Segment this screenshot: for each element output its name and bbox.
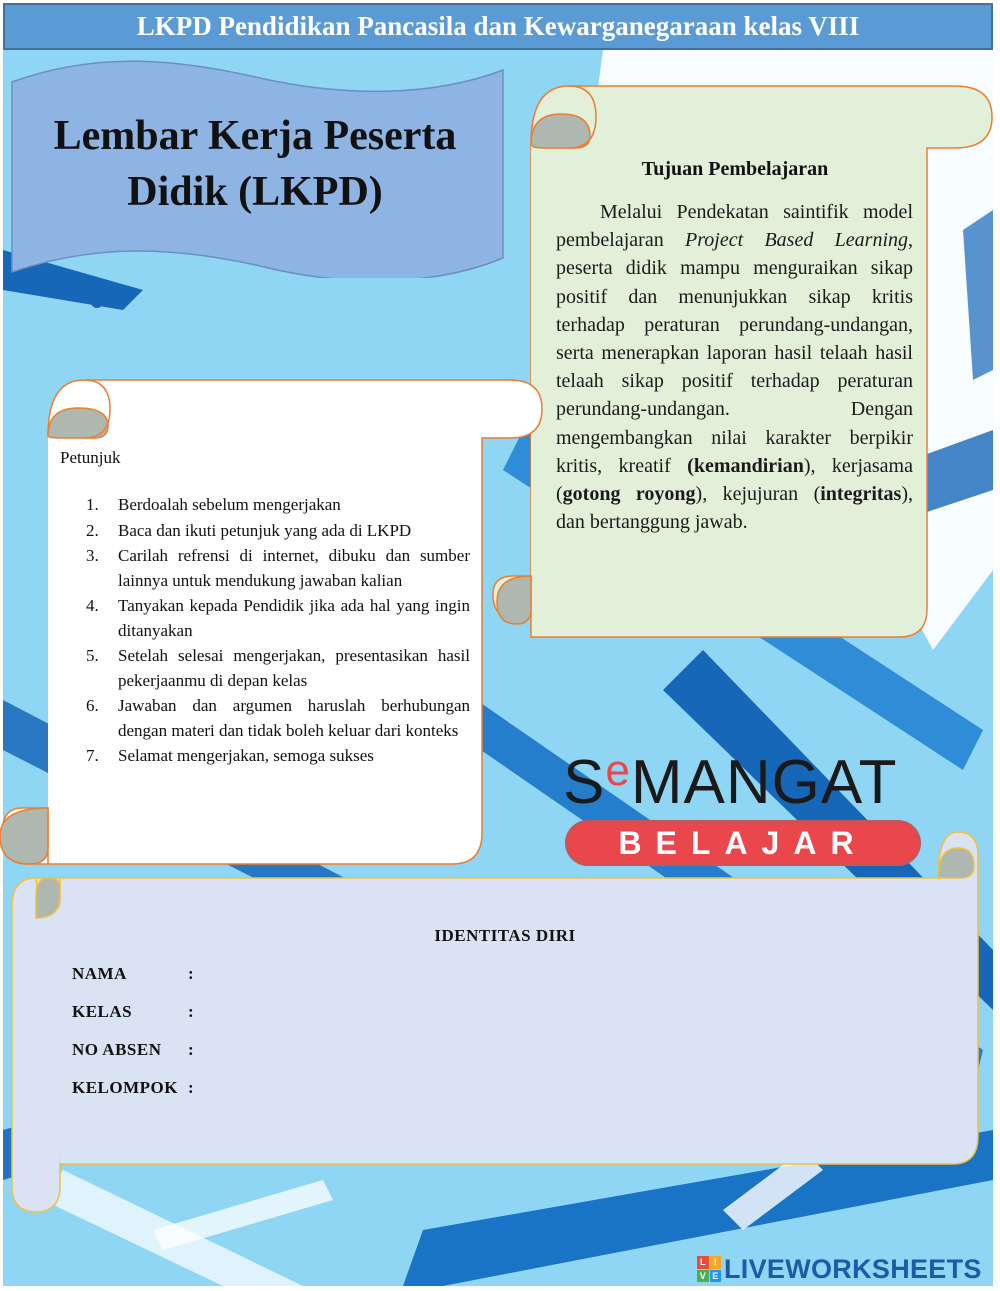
list-item-text: Carilah refrensi di internet, dibuku dan sumber lainnya untuk mendukung jawaban kalian — [118, 546, 470, 590]
tujuan-text-bold-2: gotong royong — [562, 483, 696, 506]
belajar-text: BELAJAR — [618, 824, 868, 861]
list-item — [86, 594, 470, 643]
semangat-letter-e: e — [605, 746, 631, 795]
liveworksheets-logo-icon — [697, 1256, 721, 1282]
field-label: KELOMPOK — [72, 1078, 178, 1097]
identitas-row-nama — [72, 964, 372, 990]
field-colon: : — [188, 964, 195, 983]
list-item — [86, 744, 470, 769]
list-item-number: 4. — [86, 596, 99, 615]
worksheet-title-line-1: Lembar Kerja Peserta — [53, 113, 457, 159]
list-item — [86, 493, 470, 518]
field-label: KELAS — [72, 1002, 133, 1021]
list-item-number: 6. — [86, 696, 99, 715]
worksheet-title — [20, 108, 490, 220]
logo-letter: I — [710, 1256, 722, 1269]
tujuan-text-part-2: , peserta didik mampu menguraikan sikap positif dan menunjukkan sikap kritis terhadap peraturan perundang-undangan, serta menerapkan laporan hasil telaah hasil telaah sikap positif terhadap peraturan perundang-undangan. Dengan mengembangkan nilai karakter berpikir kritis, kreatif — [556, 229, 913, 477]
list-item-text: Baca dan ikuti petunjuk yang ada di LKPD — [118, 520, 412, 540]
semangat-letters-rest: MANGAT — [630, 748, 898, 817]
liveworksheets-brand: LIVEWORKSHEETS — [724, 1253, 982, 1284]
list-item-text: Setelah selesai mengerjakan, presentasikan hasil pekerjaanmu di depan kelas — [118, 646, 470, 690]
worksheet-title-line-2: Didik (LKPD) — [127, 169, 383, 215]
list-item-text: Jawaban dan argumen haruslah berhubungan dengan materi dan tidak boleh keluar dari konteks — [118, 696, 470, 740]
field-colon: : — [188, 1040, 195, 1059]
petunjuk-list — [86, 493, 470, 770]
identitas-title: IDENTITAS DIRI — [434, 926, 576, 945]
identitas-row-kelompok — [72, 1078, 372, 1104]
identitas-row-no-absen — [72, 1040, 372, 1066]
semangat-letter-s: S — [563, 748, 606, 817]
list-item-number: 5. — [86, 646, 99, 665]
list-item-text: Berdoalah sebelum mengerjakan — [118, 495, 341, 514]
logo-letter: E — [710, 1270, 722, 1283]
list-item-text: Selamat mengerjakan, semoga sukses — [118, 746, 374, 765]
tujuan-text-bold-3: integritas — [820, 483, 902, 506]
list-item-number: 1. — [86, 495, 99, 514]
list-item-number: 3. — [86, 546, 99, 565]
liveworksheets-watermark[interactable] — [697, 1253, 982, 1285]
list-item-text: Tanyakan kepada Pendidik jika ada hal yang ingin ditanyakan — [118, 596, 470, 640]
list-item — [86, 694, 470, 743]
identitas-row-kelas — [72, 1002, 372, 1028]
field-colon: : — [188, 1002, 195, 1021]
tujuan-text-part-3: ), kerjasama ( — [556, 454, 913, 506]
tujuan-text — [556, 198, 913, 536]
list-item — [86, 519, 470, 544]
field-label: NO ABSEN — [72, 1040, 162, 1059]
page-header-title: LKPD Pendidikan Pancasila dan Kewarganegaraan kelas VIII — [136, 11, 860, 41]
field-colon: : — [188, 1078, 195, 1097]
tujuan-text-part-1: Melalui Pendekatan saintifik model pembelajaran — [556, 201, 913, 252]
field-label: NAMA — [72, 964, 127, 983]
tujuan-text-part-5: ), dan bertanggung jawab. — [556, 483, 913, 534]
list-item — [86, 544, 470, 593]
tujuan-text-bold-1: (kemandirian — [687, 454, 804, 477]
logo-letter: L — [697, 1256, 709, 1269]
list-item-number: 7. — [86, 746, 99, 765]
tujuan-text-italic: Project Based Learning — [685, 229, 908, 252]
list-item-number: 2. — [86, 520, 99, 540]
logo-letter: V — [697, 1270, 709, 1283]
tujuan-heading: Tujuan Pembelajaran — [641, 158, 829, 180]
semangat-word — [563, 747, 897, 818]
list-item — [86, 644, 470, 693]
tujuan-text-part-4: ), kejujuran ( — [695, 483, 821, 506]
petunjuk-title: Petunjuk — [60, 448, 121, 467]
page-header — [3, 3, 993, 50]
